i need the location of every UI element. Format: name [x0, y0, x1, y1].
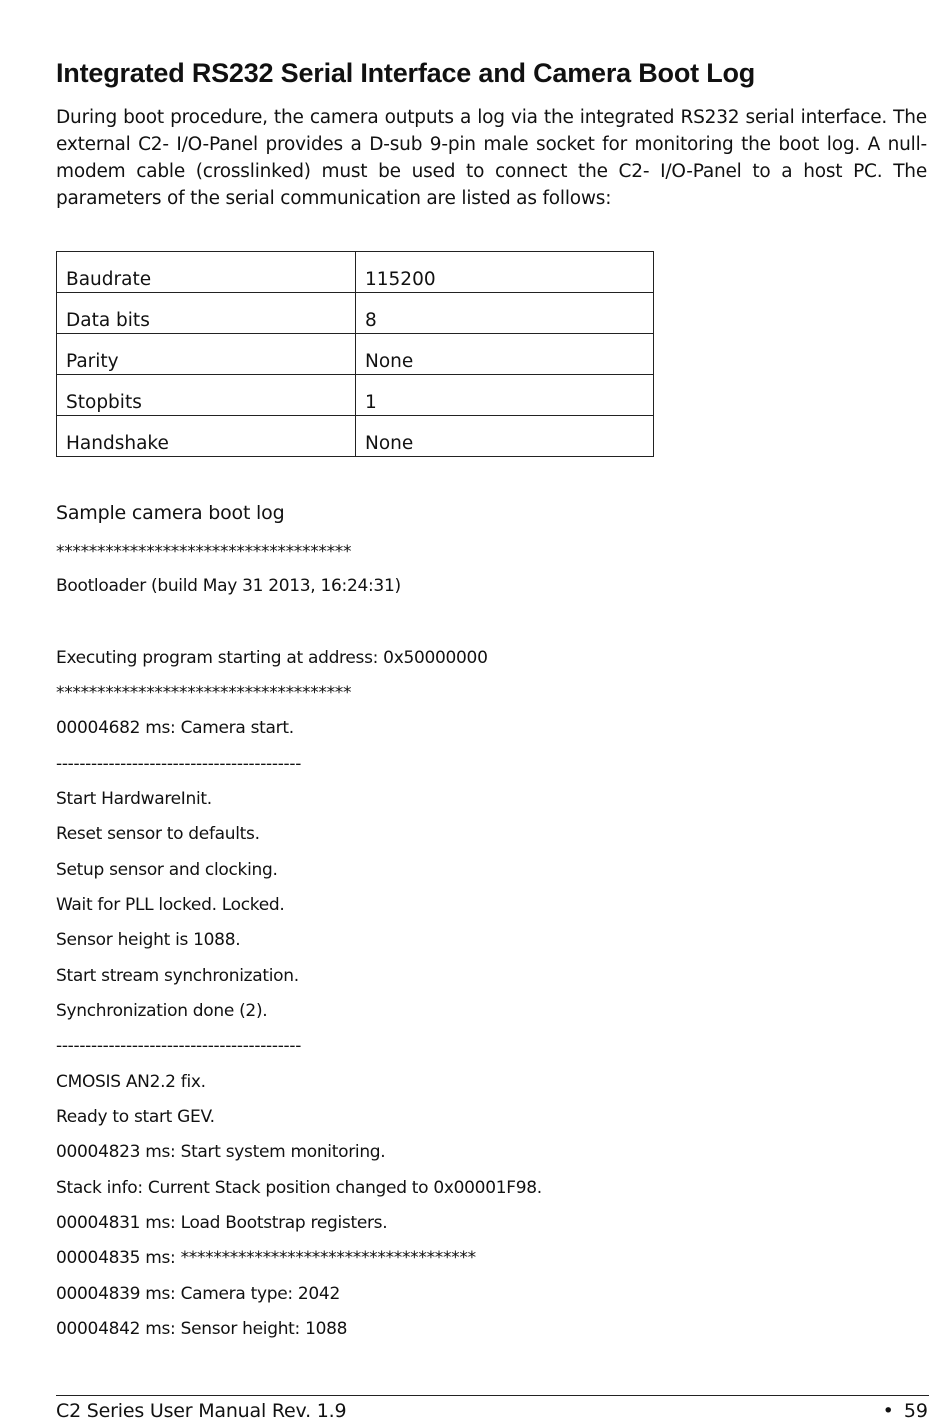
table-row — [57, 416, 654, 457]
section-heading: Integrated RS232 Serial Interface and Camera Boot Log — [56, 58, 756, 88]
footer-bullet: • — [882, 1400, 894, 1422]
log-line: ************************************ — [56, 683, 352, 703]
param-name: Stopbits — [57, 375, 356, 416]
log-line: Start HardwareInit. — [56, 789, 212, 809]
page-number: 59 — [903, 1400, 928, 1422]
log-line: Reset sensor to defaults. — [56, 824, 260, 844]
log-line: 00004823 ms: Start system monitoring. — [56, 1142, 386, 1162]
log-line: 00004682 ms: Camera start. — [56, 718, 294, 738]
log-line: Sensor height is 1088. — [56, 930, 241, 950]
log-line: Stack info: Current Stack position changed to 0x00001F98. — [56, 1178, 542, 1198]
serial-parameters-table — [56, 251, 654, 457]
param-value: 8 — [356, 293, 654, 334]
footer-page — [883, 1400, 928, 1422]
param-value: 115200 — [356, 252, 654, 293]
table-row — [57, 375, 654, 416]
boot-log-title: Sample camera boot log — [56, 502, 285, 524]
log-line: ------------------------------------------ — [56, 754, 302, 774]
param-value: None — [356, 416, 654, 457]
table-row — [57, 293, 654, 334]
log-line: ------------------------------------------ — [56, 1036, 302, 1056]
log-line: Start stream synchronization. — [56, 966, 299, 986]
table-row — [57, 334, 654, 375]
log-line: ************************************ — [56, 542, 352, 562]
param-name: Baudrate — [57, 252, 356, 293]
param-value: None — [356, 334, 654, 375]
log-line: 00004831 ms: Load Bootstrap registers. — [56, 1213, 388, 1233]
param-name: Data bits — [57, 293, 356, 334]
log-line: Wait for PLL locked. Locked. — [56, 895, 285, 915]
param-value: 1 — [356, 375, 654, 416]
log-line: Setup sensor and clocking. — [56, 860, 278, 880]
log-line: Bootloader (build May 31 2013, 16:24:31) — [56, 576, 401, 596]
footer-divider — [56, 1395, 929, 1396]
table-row — [57, 252, 654, 293]
log-line: Executing program starting at address: 0x50000000 — [56, 648, 488, 668]
log-line: Ready to start GEV. — [56, 1107, 215, 1127]
intro-paragraph: During boot procedure, the camera outputs a log via the integrated RS232 serial interface. The external C2- I/O-Panel provides a D-sub 9-pin male socket for monitoring the boot log. A null-modem cable (crosslinked) must be used to connect the C2- I/O-Panel to a host PC. The parameters of the serial communication are listed as follows: — [56, 107, 927, 209]
log-line: CMOSIS AN2.2 fix. — [56, 1072, 206, 1092]
log-line: 00004842 ms: Sensor height: 1088 — [56, 1319, 348, 1339]
log-line: Synchronization done (2). — [56, 1001, 268, 1021]
log-line: 00004839 ms: Camera type: 2042 — [56, 1284, 340, 1304]
param-name: Handshake — [57, 416, 356, 457]
footer-manual-title: C2 Series User Manual Rev. 1.9 — [56, 1400, 347, 1422]
param-name: Parity — [57, 334, 356, 375]
log-line: 00004835 ms: ************************************ — [56, 1248, 476, 1268]
